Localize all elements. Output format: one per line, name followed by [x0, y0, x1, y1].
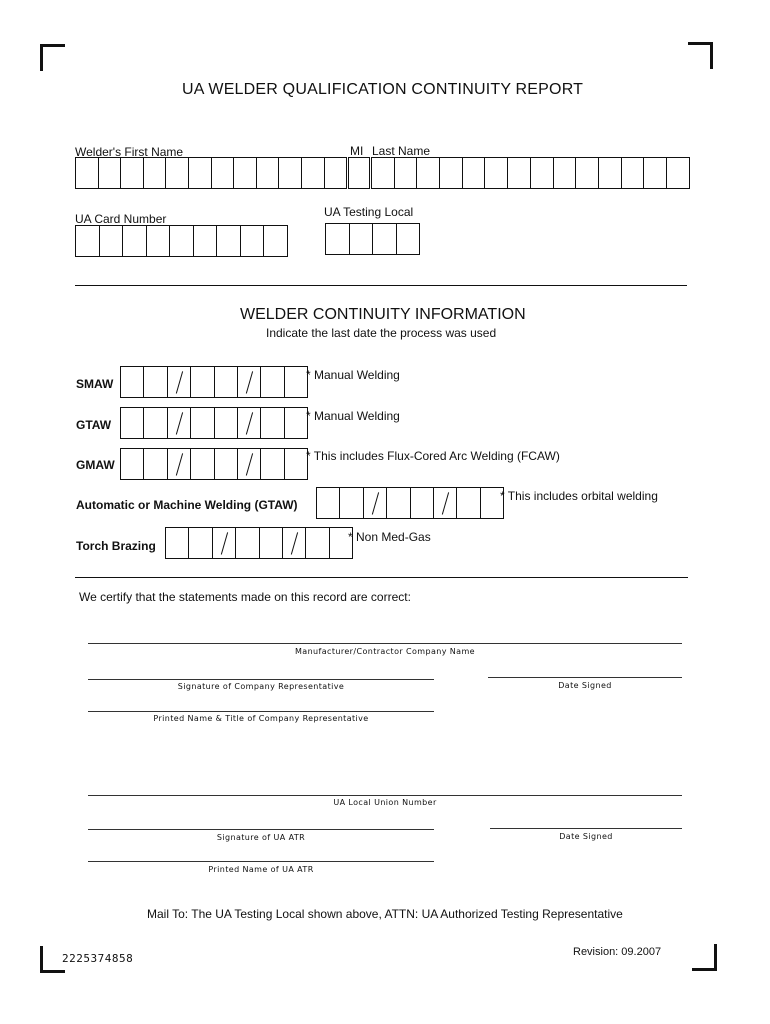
corner-mark-top-left	[40, 44, 65, 71]
atr-date-line[interactable]	[490, 828, 682, 829]
certify-statement: We certify that the statements made on this record are correct:	[79, 590, 411, 604]
form-number: 2225374858	[62, 952, 134, 965]
section-divider	[75, 285, 687, 286]
union-number-line[interactable]	[88, 795, 682, 796]
atr-signature-line[interactable]	[88, 829, 434, 830]
gmaw-date-boxes[interactable]	[120, 448, 308, 480]
mail-to-instructions: Mail To: The UA Testing Local shown above, ATTN: UA Authorized Testing Representative	[147, 907, 623, 921]
first-name-boxes[interactable]	[75, 157, 347, 189]
torch-brazing-date-boxes[interactable]	[165, 527, 353, 559]
continuity-subheading: Indicate the last date the process was used	[266, 326, 497, 340]
atr-signature-caption: Signature of UA ATR	[216, 833, 306, 842]
revision-label: Revision: 09.2007	[573, 946, 662, 958]
testing-local-boxes[interactable]	[325, 223, 420, 255]
first-name-label: Welder's First Name	[75, 145, 184, 159]
testing-local-label: UA Testing Local	[324, 205, 414, 219]
last-name-boxes[interactable]	[371, 157, 690, 189]
corner-mark-top-right	[688, 42, 713, 69]
smaw-label: SMAW	[76, 377, 114, 391]
smaw-date-boxes[interactable]	[120, 366, 308, 398]
company-printed-caption: Printed Name & Title of Company Representative	[153, 714, 369, 723]
card-number-boxes[interactable]	[75, 225, 288, 257]
atr-printed-line[interactable]	[88, 861, 434, 862]
last-name-label: Last Name	[372, 144, 431, 158]
gtaw-note: * Manual Welding	[306, 409, 400, 423]
mi-label: MI	[350, 144, 364, 158]
company-signature-line[interactable]	[88, 679, 434, 680]
page-title: UA WELDER QUALIFICATION CONTINUITY REPORT	[182, 81, 584, 98]
atr-printed-caption: Printed Name of UA ATR	[208, 865, 314, 874]
atr-date-caption: Date Signed	[559, 832, 613, 841]
gtaw-date-boxes[interactable]	[120, 407, 308, 439]
automatic-welding-date-boxes[interactable]	[316, 487, 504, 519]
company-signature-caption: Signature of Company Representative	[177, 682, 345, 691]
mi-box[interactable]	[348, 157, 370, 189]
card-number-label: UA Card Number	[75, 212, 167, 226]
torch-brazing-label: Torch Brazing	[76, 539, 156, 553]
automatic-welding-label: Automatic or Machine Welding (GTAW)	[76, 498, 298, 512]
company-name-line[interactable]	[88, 643, 682, 644]
union-number-caption: UA Local Union Number	[333, 798, 437, 807]
gtaw-label: GTAW	[76, 418, 112, 432]
company-date-caption: Date Signed	[558, 681, 612, 690]
smaw-note: * Manual Welding	[306, 368, 400, 382]
company-name-caption: Manufacturer/Contractor Company Name	[294, 647, 476, 656]
company-date-line[interactable]	[488, 677, 682, 678]
automatic-welding-note: * This includes orbital welding	[500, 489, 658, 503]
continuity-heading: WELDER CONTINUITY INFORMATION	[240, 306, 526, 323]
section-divider-2	[75, 577, 688, 578]
corner-mark-bottom-right	[692, 944, 717, 971]
company-printed-line[interactable]	[88, 711, 434, 712]
torch-brazing-note: * Non Med-Gas	[348, 530, 431, 544]
gmaw-note: * This includes Flux-Cored Arc Welding (FCAW)	[306, 449, 560, 463]
gmaw-label: GMAW	[76, 458, 115, 472]
